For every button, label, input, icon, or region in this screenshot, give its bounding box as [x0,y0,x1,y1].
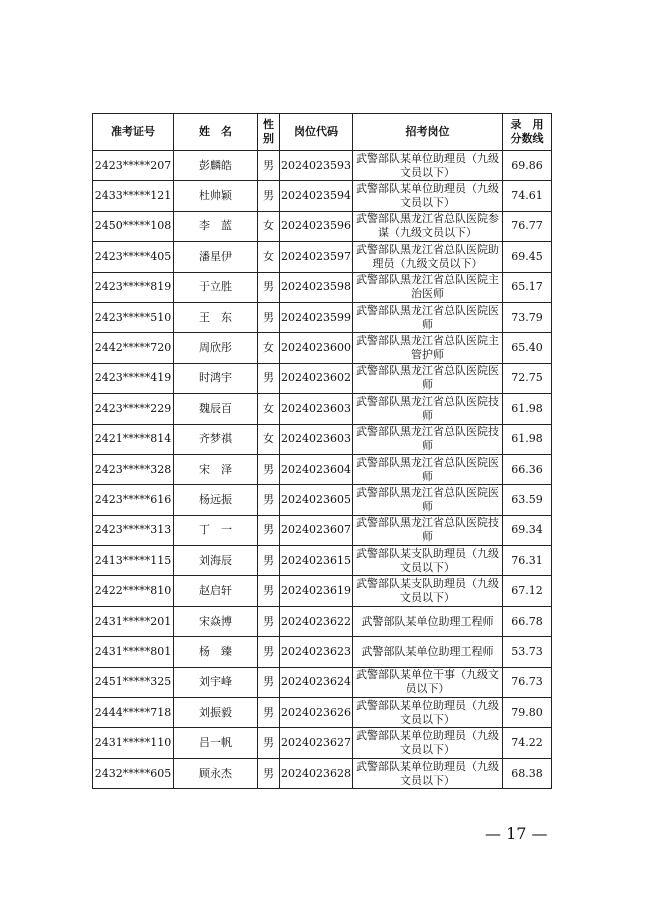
cell-post: 武警部队某单位助理工程师 [353,637,503,667]
cell-name: 吕一帆 [174,728,258,758]
page-number: — 17 — [485,824,548,843]
header-gender-line2: 别 [263,132,274,145]
cell-name: 周欣彤 [174,333,258,363]
cell-post: 武警部队某支队助理员（九级文员以下） [353,576,503,606]
cell-post: 武警部队某单位干事（九级文员以下） [353,667,503,697]
cell-ticket: 2423*****328 [93,454,174,484]
cell-gender: 男 [258,667,280,697]
cell-ticket: 2422*****810 [93,576,174,606]
header-post: 招考岗位 [353,114,503,151]
table-row [93,302,552,332]
cell-name: 李 蓝 [174,211,258,241]
header-gender-line1: 性 [263,118,274,131]
cell-name: 时鸿宇 [174,363,258,393]
cell-gender: 男 [258,698,280,728]
cell-post: 武警部队黑龙江省总队医院医师 [353,302,503,332]
table-row [93,485,552,515]
cell-gender: 男 [258,485,280,515]
cell-post: 武警部队黑龙江省总队医院医师 [353,454,503,484]
cell-name: 丁 一 [174,515,258,545]
cell-ticket: 2444*****718 [93,698,174,728]
cell-ticket: 2433*****121 [93,181,174,211]
cell-gender: 男 [258,515,280,545]
cell-post: 武警部队某单位助理员（九级文员以下） [353,698,503,728]
cell-score: 76.73 [503,667,552,697]
cell-score: 65.40 [503,333,552,363]
table-row [93,454,552,484]
cell-gender: 男 [258,181,280,211]
cell-ticket: 2431*****201 [93,606,174,636]
cell-score: 74.61 [503,181,552,211]
cell-score: 76.31 [503,546,552,576]
cell-name: 于立胜 [174,272,258,302]
cell-post: 武警部队黑龙江省总队医院技师 [353,394,503,424]
table-row [93,394,552,424]
cell-score: 66.78 [503,606,552,636]
table-row [93,272,552,302]
table-row [93,606,552,636]
cell-post: 武警部队黑龙江省总队医院医师 [353,363,503,393]
table-row [93,515,552,545]
cell-post: 武警部队黑龙江省总队医院助理员（九级文员以下） [353,242,503,272]
cell-post-code: 2024023619 [280,576,353,606]
table-row [93,242,552,272]
cell-score: 65.17 [503,272,552,302]
cell-ticket: 2423*****510 [93,302,174,332]
cell-name: 刘宇峰 [174,667,258,697]
cell-post-code: 2024023623 [280,637,353,667]
cell-gender: 男 [258,272,280,302]
cell-ticket: 2423*****819 [93,272,174,302]
cell-post: 武警部队黑龙江省总队医院技师 [353,424,503,454]
cell-gender: 男 [258,546,280,576]
cell-ticket: 2442*****720 [93,333,174,363]
cell-score: 61.98 [503,394,552,424]
cell-gender: 女 [258,242,280,272]
cell-post: 武警部队某支队助理员（九级文员以下） [353,546,503,576]
cell-score: 73.79 [503,302,552,332]
table-row [93,333,552,363]
cell-gender: 女 [258,424,280,454]
cell-score: 69.34 [503,515,552,545]
cell-post-code: 2024023603 [280,424,353,454]
cell-post-code: 2024023603 [280,394,353,424]
cell-gender: 男 [258,151,280,181]
cell-score: 76.77 [503,211,552,241]
cell-post: 武警部队黑龙江省总队医院医师 [353,485,503,515]
cell-score: 72.75 [503,363,552,393]
header-score-line2: 分数线 [510,132,544,145]
cell-post: 武警部队黑龙江省总队医院参谋（九级文员以下） [353,211,503,241]
cell-name: 杜帅颖 [174,181,258,211]
cell-post-code: 2024023596 [280,211,353,241]
cell-score: 61.98 [503,424,552,454]
cell-post-code: 2024023598 [280,272,353,302]
admission-results-table [92,113,552,789]
header-gender [258,114,280,151]
cell-post-code: 2024023622 [280,606,353,636]
cell-post: 武警部队某单位助理员（九级文员以下） [353,181,503,211]
table-row [93,576,552,606]
cell-name: 刘海辰 [174,546,258,576]
cell-gender: 男 [258,576,280,606]
cell-post-code: 2024023593 [280,151,353,181]
cell-ticket: 2431*****801 [93,637,174,667]
cell-post-code: 2024023604 [280,454,353,484]
cell-name: 潘星伊 [174,242,258,272]
cell-score: 69.45 [503,242,552,272]
cell-ticket: 2423*****229 [93,394,174,424]
cell-name: 魏辰百 [174,394,258,424]
cell-gender: 女 [258,211,280,241]
cell-gender: 男 [258,606,280,636]
table-row [93,151,552,181]
header-score [503,114,552,151]
table-row [93,546,552,576]
header-post-code: 岗位代码 [280,114,353,151]
cell-post-code: 2024023615 [280,546,353,576]
cell-name: 王 东 [174,302,258,332]
cell-gender: 男 [258,758,280,788]
cell-gender: 女 [258,394,280,424]
cell-score: 53.73 [503,637,552,667]
cell-ticket: 2423*****405 [93,242,174,272]
table-row [93,758,552,788]
cell-post: 武警部队黑龙江省总队医院技师 [353,515,503,545]
cell-ticket: 2450*****108 [93,211,174,241]
cell-post: 武警部队黑龙江省总队医院主治医师 [353,272,503,302]
cell-post-code: 2024023607 [280,515,353,545]
cell-name: 宋焱博 [174,606,258,636]
cell-post: 武警部队某单位助理员（九级文员以下） [353,758,503,788]
cell-post: 武警部队某单位助理员（九级文员以下） [353,728,503,758]
cell-ticket: 2413*****115 [93,546,174,576]
cell-name: 顾永杰 [174,758,258,788]
header-score-line1: 录 用 [510,118,544,131]
cell-post: 武警部队黑龙江省总队医院主管护师 [353,333,503,363]
cell-post: 武警部队某单位助理工程师 [353,606,503,636]
cell-post-code: 2024023594 [280,181,353,211]
cell-ticket: 2423*****419 [93,363,174,393]
table-row [93,211,552,241]
cell-score: 68.38 [503,758,552,788]
table-row [93,667,552,697]
cell-post-code: 2024023602 [280,363,353,393]
cell-score: 69.86 [503,151,552,181]
cell-gender: 男 [258,363,280,393]
cell-score: 74.22 [503,728,552,758]
cell-gender: 男 [258,637,280,667]
cell-name: 杨远振 [174,485,258,515]
table-header-row [93,114,552,151]
cell-score: 67.12 [503,576,552,606]
cell-score: 63.59 [503,485,552,515]
cell-ticket: 2423*****313 [93,515,174,545]
cell-post-code: 2024023624 [280,667,353,697]
cell-ticket: 2423*****616 [93,485,174,515]
cell-post-code: 2024023600 [280,333,353,363]
table-row [93,698,552,728]
header-ticket-number: 准考证号 [93,114,174,151]
table-row [93,363,552,393]
cell-name: 宋 泽 [174,454,258,484]
header-name: 姓 名 [174,114,258,151]
table-row [93,181,552,211]
cell-gender: 男 [258,728,280,758]
cell-post-code: 2024023626 [280,698,353,728]
table-row [93,637,552,667]
cell-gender: 男 [258,302,280,332]
cell-post-code: 2024023628 [280,758,353,788]
cell-gender: 女 [258,333,280,363]
cell-name: 彭麟皓 [174,151,258,181]
cell-score: 66.36 [503,454,552,484]
table-row [93,728,552,758]
cell-post-code: 2024023627 [280,728,353,758]
cell-ticket: 2423*****207 [93,151,174,181]
cell-name: 刘振毅 [174,698,258,728]
cell-ticket: 2451*****325 [93,667,174,697]
cell-name: 杨 臻 [174,637,258,667]
cell-name: 齐梦祺 [174,424,258,454]
cell-gender: 男 [258,454,280,484]
cell-post-code: 2024023597 [280,242,353,272]
cell-name: 赵启轩 [174,576,258,606]
cell-ticket: 2431*****110 [93,728,174,758]
cell-score: 79.80 [503,698,552,728]
cell-post-code: 2024023605 [280,485,353,515]
cell-ticket: 2432*****605 [93,758,174,788]
cell-post: 武警部队某单位助理员（九级文员以下） [353,151,503,181]
table-row [93,424,552,454]
cell-post-code: 2024023599 [280,302,353,332]
cell-ticket: 2421*****814 [93,424,174,454]
